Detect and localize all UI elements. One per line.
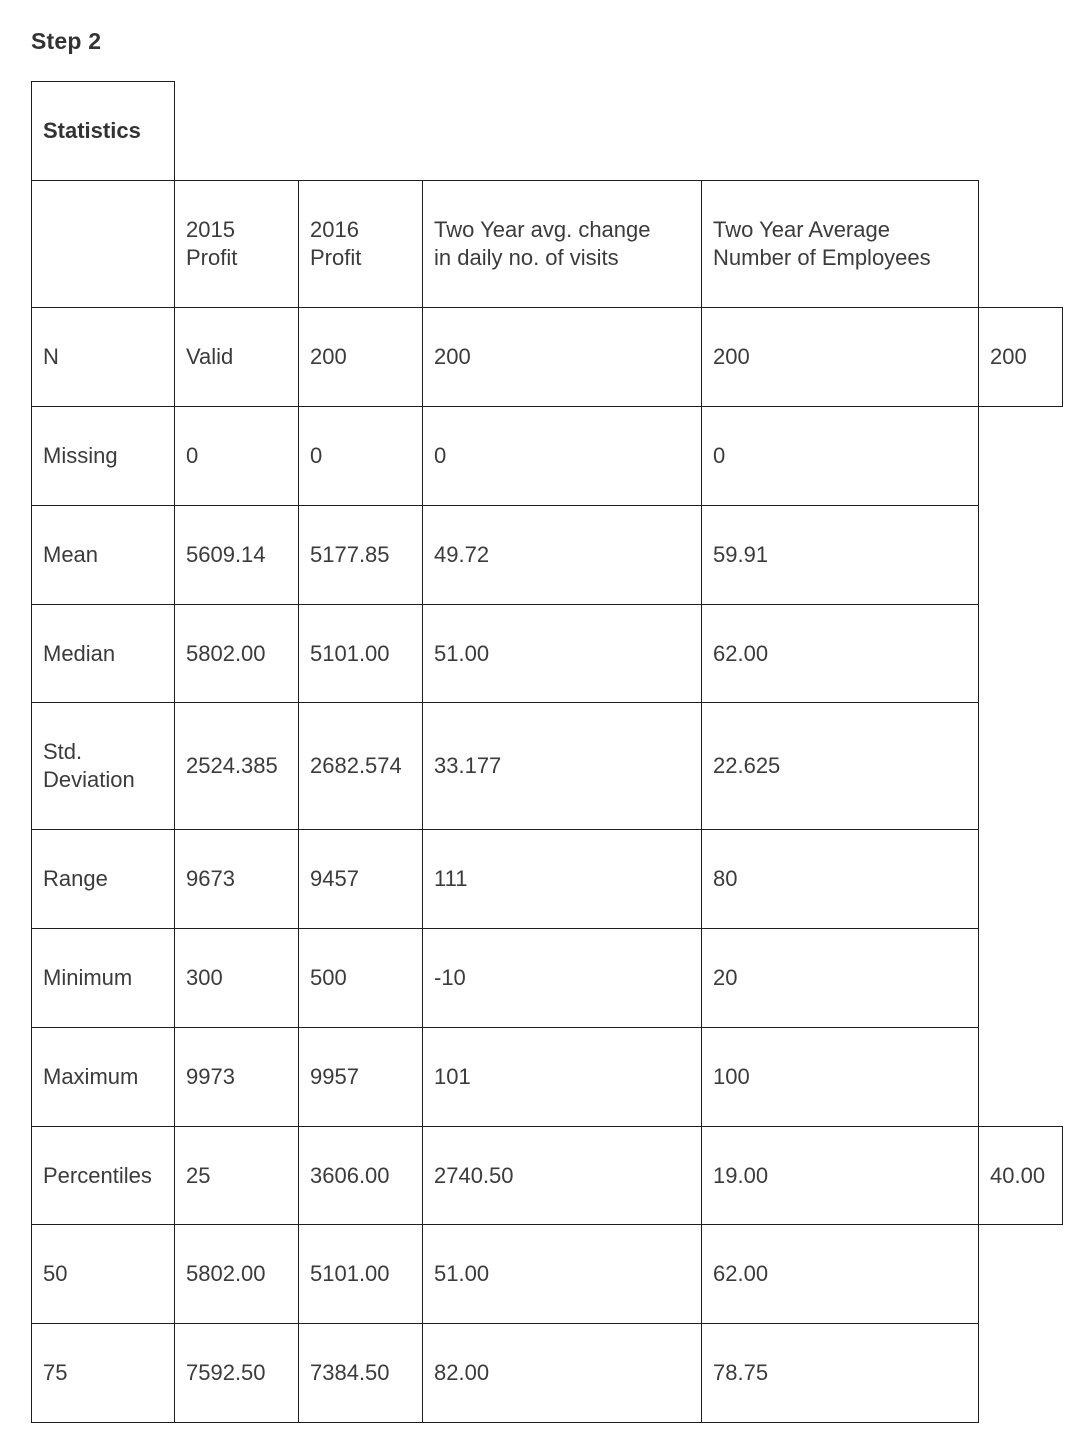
table-cell: 7384.50	[298, 1323, 423, 1423]
table-cell: 51.00	[422, 604, 702, 703]
table-cell: -10	[422, 928, 702, 1028]
table-cell: 9957	[298, 1027, 423, 1127]
table-cell: 0	[298, 406, 423, 506]
table-cell: 0	[422, 406, 702, 506]
column-header: 2016 Profit	[298, 180, 423, 308]
table-cell: 49.72	[422, 505, 702, 605]
row-label: Missing	[31, 406, 175, 506]
table-cell: 40.00	[978, 1126, 1063, 1225]
table-cell: 2682.574	[298, 702, 423, 830]
row-label: Median	[31, 604, 175, 703]
table-cell: 9673	[174, 829, 299, 929]
table-cell: 5177.85	[298, 505, 423, 605]
table-cell: 111	[422, 829, 702, 929]
row-label: Mean	[31, 505, 175, 605]
table-cell: 59.91	[701, 505, 979, 605]
table-cell: 5101.00	[298, 1224, 423, 1324]
row-label: Std. Deviation	[31, 702, 175, 830]
table-cell: 5609.14	[174, 505, 299, 605]
table-cell: 80	[701, 829, 979, 929]
table-cell: 2740.50	[422, 1126, 702, 1225]
row-label: Percentiles	[31, 1126, 175, 1225]
table-cell: 82.00	[422, 1323, 702, 1423]
column-header	[31, 180, 175, 308]
table-cell: 101	[422, 1027, 702, 1127]
table-cell: 300	[174, 928, 299, 1028]
table-cell: 62.00	[701, 1224, 979, 1324]
table-cell: 33.177	[422, 702, 702, 830]
table-cell: Valid	[174, 307, 299, 407]
row-label: Range	[31, 829, 175, 929]
row-label: 50	[31, 1224, 175, 1324]
table-caption: Statistics	[31, 81, 175, 181]
table-cell: 0	[701, 406, 979, 506]
table-cell: 7592.50	[174, 1323, 299, 1423]
page-heading: Step 2	[31, 28, 102, 54]
table-cell: 20	[701, 928, 979, 1028]
table-cell: 9457	[298, 829, 423, 929]
table-cell: 19.00	[701, 1126, 979, 1225]
table-cell: 2524.385	[174, 702, 299, 830]
table-cell: 5802.00	[174, 604, 299, 703]
table-cell: 5802.00	[174, 1224, 299, 1324]
row-label: Maximum	[31, 1027, 175, 1127]
table-cell: 51.00	[422, 1224, 702, 1324]
table-cell: 5101.00	[298, 604, 423, 703]
column-header: Two Year Average Number of Employees	[701, 180, 979, 308]
row-label: 75	[31, 1323, 175, 1423]
table-cell: 100	[701, 1027, 979, 1127]
table-cell: 200	[978, 307, 1063, 407]
table-cell: 9973	[174, 1027, 299, 1127]
table-cell: 22.625	[701, 702, 979, 830]
table-cell: 62.00	[701, 604, 979, 703]
table-cell: 25	[174, 1126, 299, 1225]
table-cell: 200	[298, 307, 423, 407]
column-header: 2015 Profit	[174, 180, 299, 308]
column-header: Two Year avg. change in daily no. of visits	[422, 180, 702, 308]
row-label: N	[31, 307, 175, 407]
table-cell: 3606.00	[298, 1126, 423, 1225]
table-cell: 200	[422, 307, 702, 407]
table-cell: 0	[174, 406, 299, 506]
table-cell: 500	[298, 928, 423, 1028]
table-cell: 78.75	[701, 1323, 979, 1423]
row-label: Minimum	[31, 928, 175, 1028]
table-cell: 200	[701, 307, 979, 407]
